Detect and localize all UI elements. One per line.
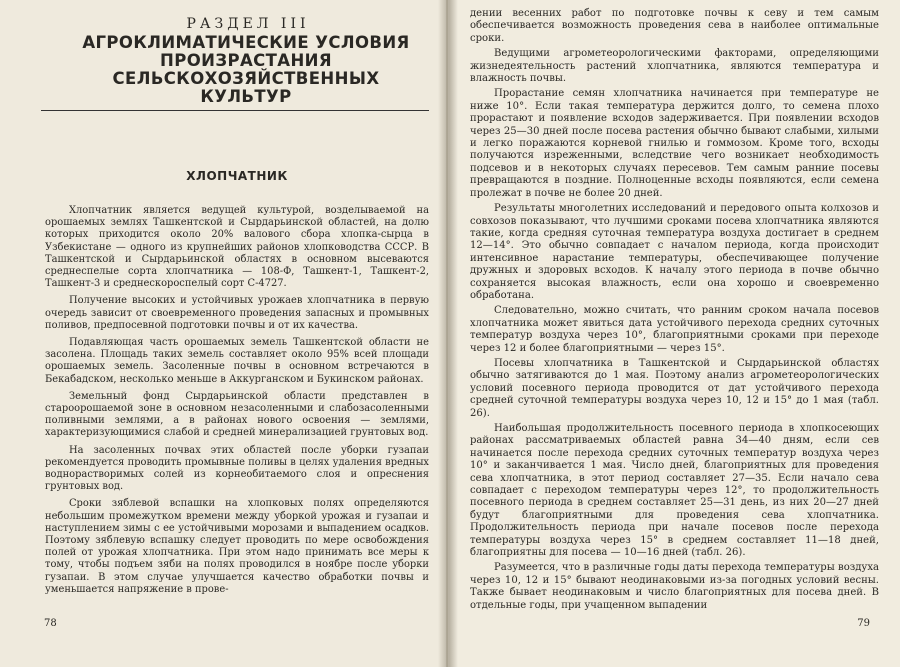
- chapter-title-line: ПРОИЗРАСТАНИЯ СЕЛЬСКОХОЗЯЙСТВЕННЫХ: [112, 51, 380, 88]
- paragraph: Следовательно, можно считать, что ранним сроком начала посевов хлопчатника может явиться дата устойчивого перехода средних суточных температур воздуха через 10°, благоприятными сроками при переходе через 12 и более благоприятными — через 15°.: [470, 305, 879, 354]
- chapter-title-line: КУЛЬТУР: [200, 87, 292, 106]
- page-number: 78: [44, 618, 57, 629]
- paragraph: Ведущими агрометеорологическими факторами, определяющими жизнедеятельность растений хлопчатника, являются температура и влажность почвы.: [470, 48, 879, 85]
- chapter-title-line: АГРОКЛИМАТИЧЕСКИЕ УСЛОВИЯ: [82, 33, 410, 52]
- section-subtitle: ХЛОПЧАТНИК: [186, 169, 288, 183]
- title-rule: [41, 110, 429, 111]
- paragraph: Посевы хлопчатника в Ташкентской и Сырдарьинской областях обычно затягиваются до 1 мая. Поэтому анализ агрометеорологических условий посевного периода проводится от дат устойчивого перехода средней суточной температуры воздуха через 10, 12 и 15° до 1 мая (табл. 26).: [470, 357, 879, 419]
- paragraph: Подавляющая часть орошаемых земель Ташкентской области не засолена. Площадь таких земель составляет около 95% всей площади орошаемых земель. Засоленные почвы в основном встречаются в Бекабадском, несколько меньше в Аккурганском и Букинском районах.: [45, 337, 429, 385]
- left-page: [0, 0, 446, 667]
- paragraph: Получение высоких и устойчивых урожаев хлопчатника в первую очередь зависит от своевременного проведения запасных и промывных поливов, предпосевной подготовки почвы и от их качества.: [45, 295, 429, 331]
- paragraph: Разумеется, что в различные годы даты перехода температуры воздуха через 10, 12 и 15° бывают неодинаковыми из-за погодных условий весны. Также бывает неодинаковым и число благоприятных для посева дней. В отдельные годы, при учащенном выпадении: [470, 562, 879, 611]
- left-text-column: [45, 10, 429, 596]
- paragraph: Хлопчатник является ведущей культурой, возделываемой на орошаемых землях Ташкентской и Сырдарьинской областей, на долю которых приходится около 20% валового сбора хлопка-сырца в Узбекистане — одного из крупнейших районов хлопководства СССР. В Ташкентской и Сырдарьинской областях в основном высеваются среднеспелые сорта хлопчатника — 108-Ф, Ташкент-1, Ташкент-2, Ташкент-3 и среднескороспелый сорт С-4727.: [45, 205, 429, 290]
- book-gutter: [438, 0, 458, 667]
- paragraph: Прорастание семян хлопчатника начинается при температуре не ниже 10°. Если такая температура держится долго, то семена плохо прорастают и появление всходов задерживается. При появлении всходов через 25—30 дней после посева растения обычно бывают слабыми, хилыми и легко поражаются корневой гнилью и гоммозом. Кроме того, всходы получаются изреженными, вследствие чего возникает необходимость подсевов и в некоторых случаях пересевов. Тем самым ранние посевы превращаются в поздние. Полноценные всходы появляются, если семена пролежат в почве не более 20 дней.: [470, 88, 879, 199]
- page-number: 79: [857, 618, 870, 629]
- paragraph-continuation: дении весенних работ по подготовке почвы к севу и тем самым обеспечивается возможность проведения сева в наиболее оптимальные сроки.: [470, 8, 879, 44]
- right-page: [448, 0, 900, 667]
- section-label: РАЗДЕЛ III: [186, 16, 310, 32]
- paragraph: На засоленных почвах этих областей после уборки гузапаи рекомендуется проводить промывные поливы в целях удаления вредных воднорастворимых солей из корнеобитаемого слоя и опреснения грунтовых вод.: [45, 444, 429, 493]
- paragraph: Земельный фонд Сырдарьинской области представлен в староорошаемой зоне в основном незасоленными и слабозасоленными поливными землями, а в районах нового освоения — землями, характеризующимися слабой и средней минерализацией грунтовых вод.: [45, 390, 429, 439]
- right-text-column: [470, 8, 879, 612]
- chapter-title: [63, 34, 429, 106]
- paragraph: Результаты многолетних исследований и передового опыта колхозов и совхозов показывают, что лучшими сроками посева хлопчатника являются такие, когда средняя суточная температура воздуха достигает в среднем 12—14°. Это обычно совпадает с началом периода, когда происходит интенсивное нарастание температуры, обеспечивающее получение дружных и здоровых всходов. К началу этого периода в почве обычно сохраняется высокая влажность, если она хорошо и своевременно обработана.: [470, 203, 879, 301]
- paragraph: Наибольшая продолжительность посевного периода в хлопкосеющих районах рассматриваемых областей равна 34—40 дням, если сев начинается после перехода средних суточных температур воздуха через 10° и заканчивается 1 мая. Число дней, благоприятных для проведения сева хлопчатника, в этот период составляет 27—35. Если начало сева совпадает с переходом температуры через 12°, то продолжительность посевного периода в среднем составляет 25—31 день, из них 20—27 дней будут благоприятными для проведения сева хлопчатника. Продолжительность периода при начале посевов после перехода температуры воздуха через 15° в среднем составляет 11—18 дней, благоприятны для посева — 10—16 дней (табл. 26).: [470, 423, 879, 559]
- paragraph: Сроки зяблевой вспашки на хлопковых полях определяются небольшим промежутком времени между уборкой урожая и гузапаи и наступлением зимы с ее устойчивыми морозами и выпадением осадков. Поэтому зяблевую вспашку следует проводить по мере освобождения полей от урожая хлопчатника. При этом надо принимать все меры к тому, чтобы подъем зяби на полях проводился в ноябре после уборки гузапаи. В этом случае улучшается качество обработки почвы и уменьшается напряжение в прове-: [45, 498, 429, 595]
